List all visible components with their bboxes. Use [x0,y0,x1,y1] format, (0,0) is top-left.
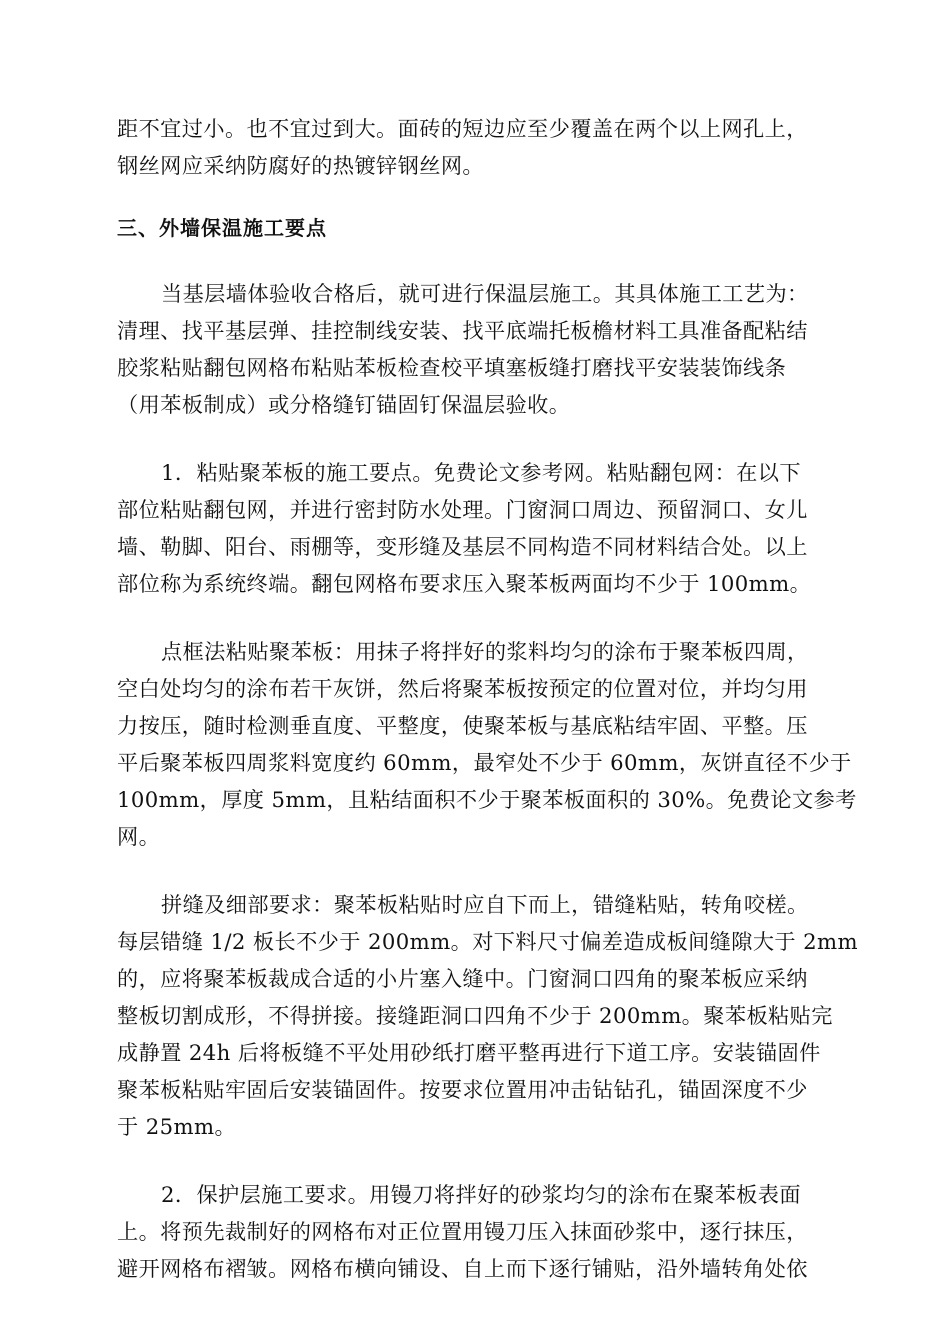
text-line: 平后聚苯板四周浆料宽度约 60mm，最窄处不少于 60mm，灰饼直径不少于 [117,750,852,775]
text-line: 当基层墙体验收合格后，就可进行保温层施工。其具体施工工艺为： [161,281,809,306]
text-line: 避开网格布褶皱。网格布横向铺设、自上而下逐行铺贴，沿外墙转角处依 [117,1256,808,1281]
text-line: 距不宜过小。也不宜过到大。面砖的短边应至少覆盖在两个以上网孔上， [117,116,808,141]
text-line: 钢丝网应采纳防腐好的热镀锌钢丝网。 [117,153,484,178]
document-body [117,110,859,1287]
text-line: 聚苯板粘贴牢固后安装锚固件。按要求位置用冲击钻钻孔，锚固深度不少 [117,1077,808,1102]
text-line: 部位粘贴翻包网，并进行密封防水处理。门窗洞口周边、预留洞口、女儿 [117,497,808,522]
paragraph-continuation [117,110,833,184]
text-line: 2．保护层施工要求。用镘刀将拌好的砂浆均匀的涂布在聚苯板表面 [161,1182,801,1207]
text-line: 整板切割成形，不得拼接。接缝距洞口四角不少于 200mm。聚苯板粘贴完 [117,1003,833,1028]
text-line: 力按压，随时检测垂直度、平整度，使聚苯板与基底粘结牢固、平整。压 [117,713,808,738]
text-line: 空白处均匀的涂布若干灰饼，然后将聚苯板按预定的位置对位，并均匀用 [117,676,808,701]
paragraph-protective-layer [117,1176,833,1287]
text-line: 拼缝及细部要求：聚苯板粘贴时应自下而上，错缝粘贴，转角咬槎。 [161,892,809,917]
text-line: 1．粘贴聚苯板的施工要点。免费论文参考网。粘贴翻包网：在以下 [161,460,801,485]
text-line: 部位称为系统终端。翻包网格布要求压入聚苯板两面均不少于 100mm。 [117,571,812,596]
text-line: 每层错缝 1/2 板长不少于 200mm。对下料尺寸偏差造成板间缝隙大于 2mm [117,929,859,954]
text-line: 100mm，厚度 5mm，且粘结面积不少于聚苯板面积的 30%。免费论文参考 [117,787,857,812]
paragraph-process [117,275,833,423]
section-heading: 三、外墙保温施工要点 [117,216,327,240]
text-line: （用苯板制成）或分格缝钉锚固钉保温层验收。 [117,392,571,417]
text-line: 上。将预先裁制好的网格布对正位置用镘刀压入抹面砂浆中，逐行抹压， [117,1219,808,1244]
paragraph-joint-requirements [117,886,859,1145]
text-line: 墙、勒脚、阳台、雨棚等，变形缝及基层不同构造不同材料结合处。以上 [117,534,808,559]
paragraph-dot-frame-method [117,633,857,855]
text-line: 网。 [117,824,161,849]
text-line: 点框法粘贴聚苯板：用抹子将拌好的浆料均匀的涂布于聚苯板四周， [161,639,809,664]
text-line: 于 25mm。 [117,1114,237,1139]
text-line: 清理、找平基层弹、挂控制线安装、找平底端托板檐材料工具准备配粘结 [117,318,808,343]
text-line: 的，应将聚苯板裁成合适的小片塞入缝中。门窗洞口四角的聚苯板应采纳 [117,966,808,991]
text-line: 胶浆粘贴翻包网格布粘贴苯板检查校平填塞板缝打磨找平安装装饰线条 [117,355,787,380]
paragraph-eps-board-points [117,454,833,602]
text-line: 成静置 24h 后将板缝不平处用砂纸打磨平整再进行下道工序。安装锚固件 [117,1040,821,1065]
